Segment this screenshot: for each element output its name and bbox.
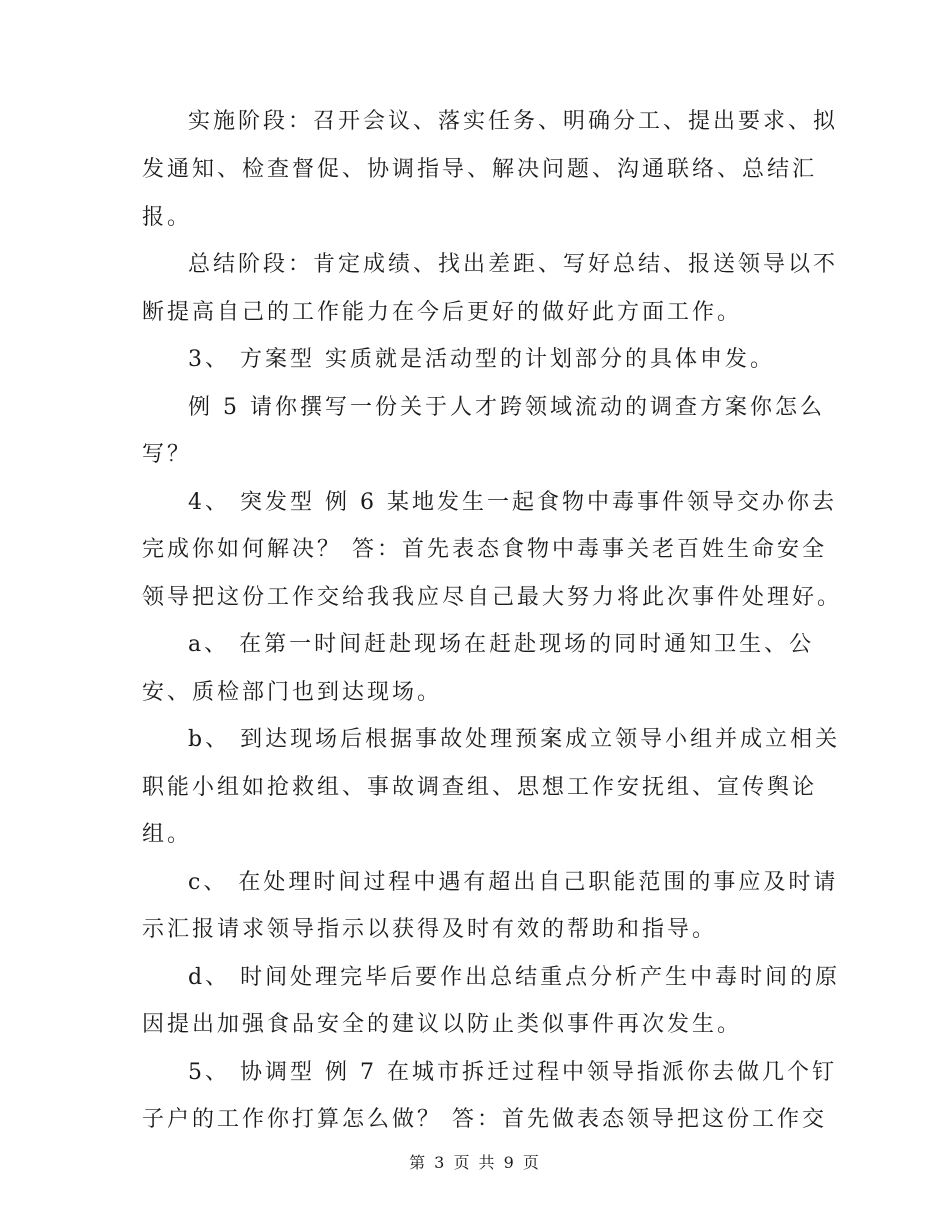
- paragraph-line: 领导把这份工作交给我我应尽自己最大努力将此次事件处理好。: [142, 585, 843, 610]
- paragraph-line: 发通知、检查督促、协调指导、解决问题、沟通联络、总结汇: [142, 157, 818, 182]
- paragraph-line: 3、 方案型 实质就是活动型的计划部分的具体申发。: [188, 347, 775, 372]
- paragraph-line: a、 在第一时间赶赴现场在赶赴现场的同时通知卫生、公: [188, 632, 815, 657]
- paragraph-line: c、 在处理时间过程中遇有超出自己职能范围的事应及时请: [188, 870, 839, 895]
- paragraph-line: 4、 突发型 例 6 某地发生一起食物中毒事件领导交办你去: [188, 490, 837, 515]
- paragraph-line: 写？: [142, 442, 193, 467]
- paragraph-line: 组。: [142, 822, 193, 847]
- page-number-footer: 第 3 页 共 9 页: [409, 1153, 541, 1172]
- paragraph-line: d、 时间处理完毕后要作出总结重点分析产生中毒时间的原: [188, 965, 841, 990]
- paragraph-line: 完成你如何解决？ 答：首先表态食物中毒事关老百姓生命安全: [142, 537, 827, 562]
- paragraph-line: 总结阶段：肯定成绩、找出差距、写好总结、报送领导以不: [188, 252, 839, 277]
- paragraph-line: 示汇报请求领导指示以获得及时有效的帮助和指导。: [142, 917, 718, 942]
- paragraph-line: 安、质检部门也到达现场。: [142, 680, 443, 705]
- paragraph-line: 因提出加强食品安全的建议以防止类似事件再次发生。: [142, 1012, 743, 1037]
- paragraph-line: 子户的工作你打算怎么做？ 答：首先做表态领导把这份工作交: [142, 1107, 827, 1132]
- paragraph-line: 断提高自己的工作能力在今后更好的做好此方面工作。: [142, 300, 743, 325]
- paragraph-line: b、 到达现场后根据事故处理预案成立领导小组并成立相关: [188, 727, 841, 752]
- paragraph-line: 报。: [142, 205, 193, 230]
- paragraph-line: 实施阶段：召开会议、落实任务、明确分工、提出要求、拟: [188, 109, 839, 134]
- paragraph-line: 职能小组如抢救组、事故调查组、思想工作安抚组、宣传舆论: [142, 775, 818, 800]
- paragraph-line: 例 5 请你撰写一份关于人才跨领域流动的调查方案你怎么: [188, 395, 825, 420]
- paragraph-line: 5、 协调型 例 7 在城市拆迁过程中领导指派你去做几个钉: [188, 1060, 837, 1085]
